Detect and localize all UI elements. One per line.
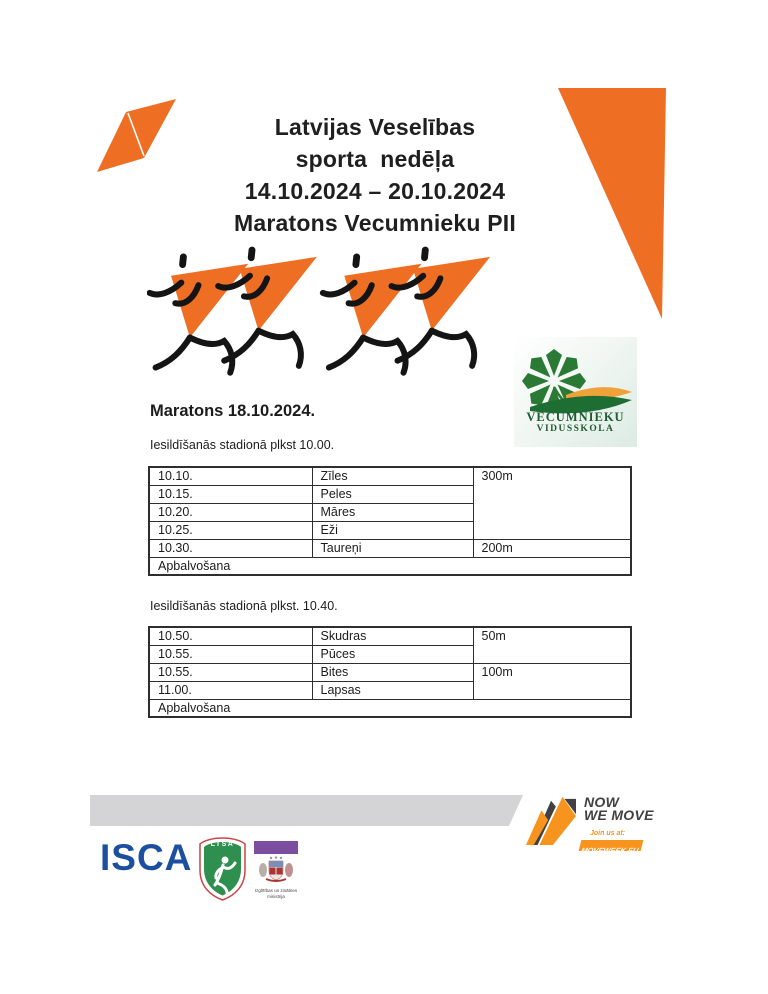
table-row — [149, 627, 631, 645]
table-row — [149, 467, 631, 485]
latvia-coat-of-arms-icon — [258, 856, 294, 882]
table-row — [149, 539, 631, 557]
page-title — [130, 111, 620, 239]
time-cell: 10.55. — [149, 645, 312, 663]
moveweek-url: MOVEWEEK.EU — [580, 846, 640, 855]
school-subname: VIDUSSKOLA — [536, 424, 615, 434]
table-row — [149, 557, 631, 575]
award-cell: Apbalvošana — [149, 557, 631, 575]
table-row — [149, 663, 631, 681]
table-row — [149, 699, 631, 717]
ministry-purple-flag — [254, 841, 298, 854]
time-cell: 10.15. — [149, 485, 312, 503]
group-cell: Bites — [312, 663, 473, 681]
nwm-join-us-text: Join us at: — [590, 830, 626, 837]
ltsa-logo — [199, 837, 246, 901]
group-cell: Zīles — [312, 467, 473, 485]
session2-table — [148, 626, 632, 718]
time-cell: 10.10. — [149, 467, 312, 485]
time-cell: 10.55. — [149, 663, 312, 681]
group-cell: Peles — [312, 485, 473, 503]
ltsa-label: LTSA — [210, 841, 235, 848]
title-line-2: sporta nedēļa — [295, 146, 455, 172]
group-cell: Māres — [312, 503, 473, 521]
time-cell: 11.00. — [149, 681, 312, 699]
moveweek-banner — [579, 840, 644, 855]
session1-table — [148, 466, 632, 576]
award-cell: Apbalvošana — [149, 699, 631, 717]
group-cell: Pūces — [312, 645, 473, 663]
distance-cell: 50m — [473, 627, 631, 663]
distance-cell: 300m — [473, 467, 631, 539]
title-line-3: 14.10.2024 – 20.10.2024 — [244, 178, 506, 204]
session2-note: Iesildīšanās stadionā plkst. 10.40. — [150, 599, 338, 613]
time-cell: 10.20. — [149, 503, 312, 521]
isca-logo: ISCA — [100, 837, 193, 878]
time-cell: 10.50. — [149, 627, 312, 645]
now-we-move-logo — [524, 790, 674, 862]
group-cell: Taureņi — [312, 539, 473, 557]
session1-note: Iesildīšanās stadionā plkst 10.00. — [150, 438, 335, 452]
school-logo — [514, 337, 637, 447]
group-cell: Eži — [312, 521, 473, 539]
distance-cell: 200m — [473, 539, 631, 557]
time-cell: 10.30. — [149, 539, 312, 557]
nwm-text-we-move: WE MOVE — [584, 807, 654, 823]
ministry-name-line2: ministrija — [267, 893, 285, 899]
footer-gray-bar — [90, 795, 523, 826]
time-cell: 10.25. — [149, 521, 312, 539]
nwm-arrow-icon — [526, 792, 576, 848]
title-line-4: Maratons Vecumnieku PII — [234, 210, 516, 236]
ministry-logo — [248, 841, 304, 899]
group-cell: Skudras — [312, 627, 473, 645]
title-line-1: Latvijas Veselības — [274, 114, 476, 140]
marathon-heading: Maratons 18.10.2024. — [150, 402, 316, 420]
nwm-text-now: NOW — [584, 794, 620, 810]
group-cell: Lapsas — [312, 681, 473, 699]
distance-cell: 100m — [473, 663, 631, 699]
school-name: VECUMNIEKU — [526, 410, 625, 424]
ministry-name-line1: Izglītības un zinātnes — [254, 888, 298, 893]
orienteering-runners-illustration — [147, 237, 503, 390]
